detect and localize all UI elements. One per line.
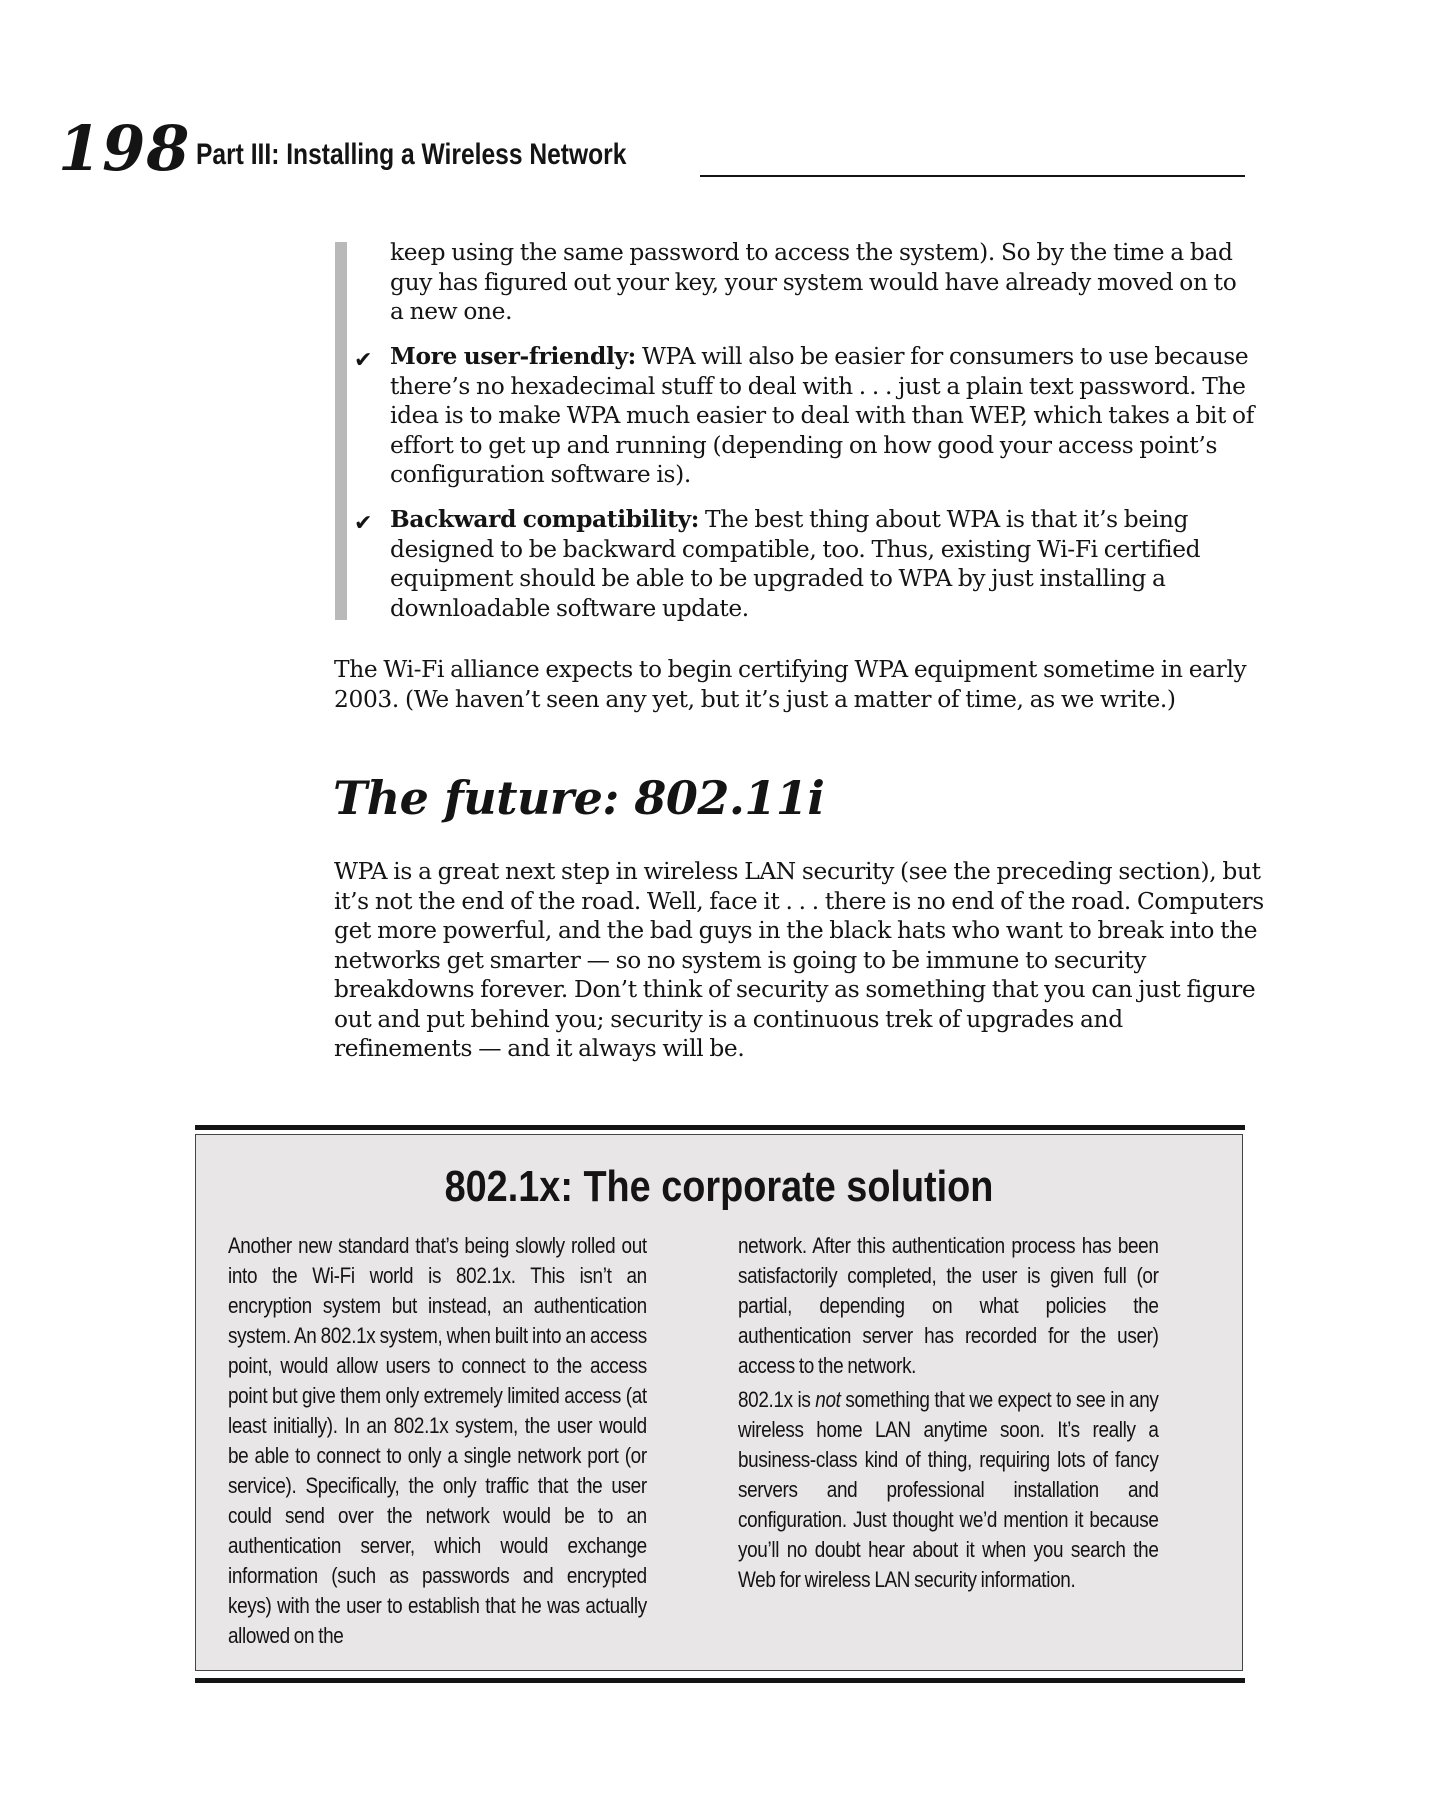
running-head: Part III: Installing a Wireless Network: [196, 138, 627, 171]
bullet-term: Backward compatibility:: [390, 506, 699, 533]
sidebar-text: something that we expect to see in any wireless home LAN anytime soon. It’s really a business-class kind of thing, requiring lots of fancy servers and professional installation and configuration. Just thought we’d mention it because you’ll no doubt hear about it when you search the Web for wireless LAN security information.: [738, 1387, 1159, 1592]
page-number: 198: [58, 112, 191, 185]
section-heading: The future: 802.11i: [333, 771, 825, 825]
bullet-text: WPA will also be easier for consumers to use because there’s no hexadecimal stuff to deal with . . . just a plain text password. The idea is to make WPA much easier to deal with than WEP, which takes a bit of effort to get up and running (depending on how good your access point’s configuration software is).: [390, 343, 1254, 488]
bullet-text: The best thing about WPA is that it’s being designed to be backward compatible, too. Thus, existing Wi-Fi certified equipment should be able to be upgraded to WPA by just installing a downloadable software update.: [390, 506, 1201, 622]
continued-paragraph: keep using the same password to access the system). So by the time a bad guy has figured out your key, your system would have already moved on to a new one.: [390, 239, 1237, 325]
emphasis-text: not: [815, 1387, 841, 1412]
bullet-term: More user-friendly:: [390, 343, 636, 370]
wifi-alliance-paragraph: The Wi-Fi alliance expects to begin certifying WPA equipment sometime in early 2003. (We haven’t seen any yet, but it’s just a matter of time, as we write.): [334, 656, 1247, 713]
sidebar-title: 802.1x: The corporate solution: [444, 1162, 994, 1211]
sidebar-column-2-paragraph-2: [738, 1385, 1159, 1595]
bullet-item-user-friendly: [354, 342, 1260, 490]
sidebar-column-1: Another new standard that’s being slowly rolled out into the Wi-Fi world is 802.1x. This isn’t an encryption system but instead, an authentication system. An 802.1x system, when built into an access point, would allow users to connect to the access point but give them only extremely limited access (at least initially). In an 802.1x system, the user would be able to connect to only a single network port (or service). Specifically, the only traffic that the user could send over the network would be to an authentication server, which would exchange information (such as passwords and encrypted keys) with the user to establish that he was actually allowed on the: [228, 1233, 647, 1648]
future-paragraph: WPA is a great next step in wireless LAN security (see the preceding section), but it’s not the end of the road. Well, face it . . . there is no end of the road. Computers get more powerful, and the bad guys in the black hats who want to break into the networks get smarter — so no system is going to be immune to security breakdowns forever. Don’t think of security as something that you can just figure out and put behind you; security is a continuous trek of upgrades and refinements — and it always will be.: [334, 858, 1264, 1062]
sidebar-text: 802.1x is: [738, 1387, 816, 1412]
sidebar-bottom-rule: [195, 1678, 1245, 1683]
checkmark-icon: ✔: [354, 348, 373, 373]
bullet-item-backward-compatibility: [354, 505, 1260, 623]
sidebar-top-rule: [195, 1125, 1245, 1130]
sidebar-column-2-paragraph-1: network. After this authentication process has been satisfactorily completed, the user is given full (or partial, depending on what policies the authentication server has recorded for the user) access to the network.: [738, 1233, 1159, 1378]
header-rule: [700, 175, 1245, 177]
margin-bar: [335, 242, 347, 620]
checkmark-icon: ✔: [354, 511, 373, 536]
sidebar: [195, 1134, 1243, 1671]
